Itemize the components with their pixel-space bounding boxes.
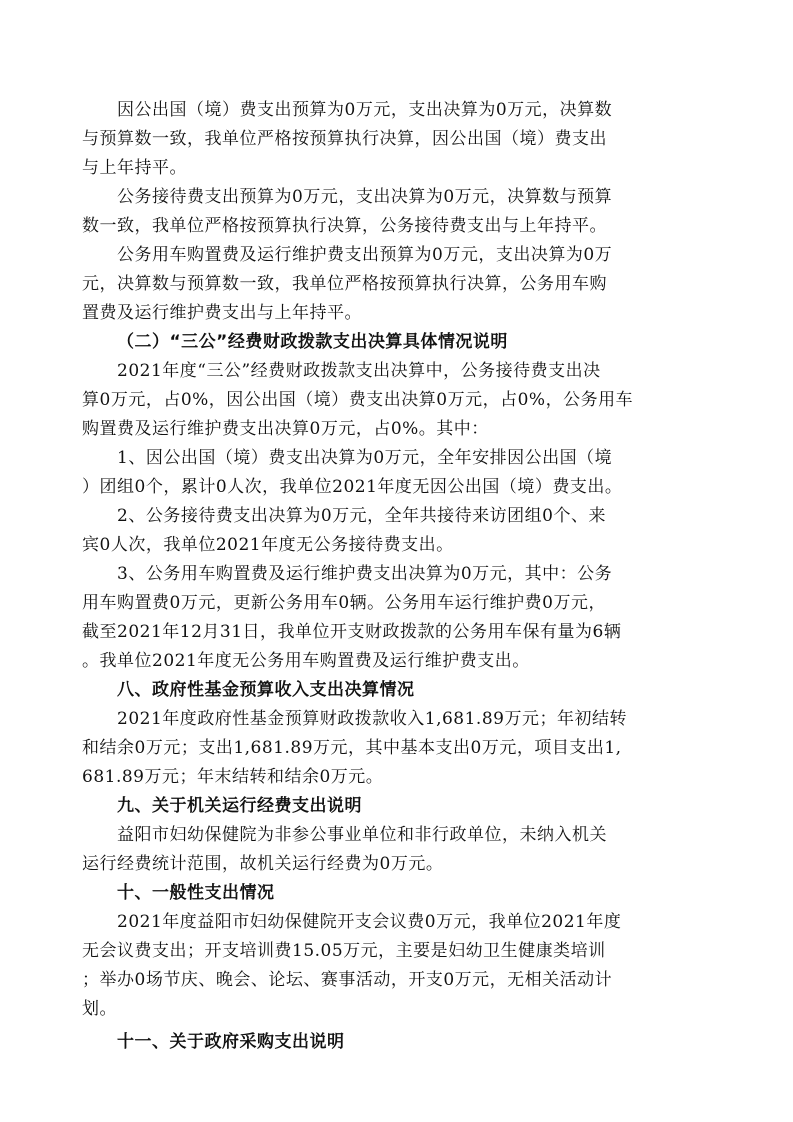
paragraph-line: 置费及运行维护费支出与上年持平。 xyxy=(82,303,362,323)
paragraph-line: 运行经费统计范围，故机关运行经费为0万元。 xyxy=(82,854,444,874)
paragraph-line: 因公出国（境）费支出预算为0万元，支出决算为0万元，决算数 xyxy=(117,100,613,120)
paragraph-line: 数一致，我单位严格按预算执行决算，公务接待费支出与上年持平。 xyxy=(82,216,607,236)
paragraph-line: ）团组0个，累计0人次，我单位2021年度无因公出国（境）费支出。 xyxy=(82,477,623,497)
paragraph-line: 购置费及运行维护费支出决算0万元，占0%。其中： xyxy=(82,419,489,439)
paragraph-line: 与上年持平。 xyxy=(82,158,187,178)
paragraph-line: 无会议费支出；开支培训费15.05万元，主要是妇幼卫生健康类培训 xyxy=(82,941,606,961)
section-heading-11: 十一、关于政府采购支出说明 xyxy=(117,1032,345,1052)
paragraph-line: 公务用车购置费及运行维护费支出预算为0万元，支出决算为0万 xyxy=(117,245,613,265)
paragraph-line: 元，决算数与预算数一致，我单位严格按预算执行决算，公务用车购 xyxy=(82,274,607,294)
paragraph-line: 与预算数一致，我单位严格按预算执行决算，因公出国（境）费支出 xyxy=(82,129,607,149)
paragraph-line: 681.89万元；年末结转和结余0万元。 xyxy=(82,767,384,787)
paragraph-line: ；举办0场节庆、晚会、论坛、赛事活动，开支0万元，无相关活动计 xyxy=(82,970,613,990)
paragraph-line: 宾0人次，我单位2021年度无公务接待费支出。 xyxy=(82,535,454,555)
paragraph-line: 公务接待费支出预算为0万元，支出决算为0万元，决算数与预算 xyxy=(117,187,613,207)
paragraph-line: 。我单位2021年度无公务用车购置费及运行维护费支出。 xyxy=(82,651,530,671)
paragraph-line: 2021年度政府性基金预算财政拨款收入1,681.89万元；年初结转 xyxy=(117,709,627,729)
paragraph-line: 和结余0万元；支出1,681.89万元，其中基本支出0万元，项目支出1, xyxy=(82,738,622,758)
paragraph-line: 划。 xyxy=(82,999,117,1019)
section-heading-9: 九、关于机关运行经费支出说明 xyxy=(117,796,362,816)
paragraph-line: 截至2021年12月31日，我单位开支财政拨款的公务用车保有量为6辆 xyxy=(82,622,622,642)
section-heading-8: 八、政府性基金预算收入支出决算情况 xyxy=(117,680,415,700)
paragraph-line: 3、公务用车购置费及运行维护费支出决算为0万元，其中：公务 xyxy=(117,564,613,584)
paragraph-line: 2021年度益阳市妇幼保健院开支会议费0万元，我单位2021年度 xyxy=(117,912,622,932)
paragraph-line: 益阳市妇幼保健院为非参公事业单位和非行政单位，未纳入机关 xyxy=(117,825,607,845)
section-heading-sangong: （二）“三公”经费财政拨款支出决算具体情况说明 xyxy=(117,332,508,352)
paragraph-line: 用车购置费0万元，更新公务用车0辆。公务用车运行维护费0万元， xyxy=(82,593,606,613)
section-heading-10: 十、一般性支出情况 xyxy=(117,883,275,903)
paragraph-line: 1、因公出国（境）费支出决算为0万元，全年安排因公出国（境 xyxy=(117,448,613,468)
paragraph-line: 算0万元，占0%，因公出国（境）费支出决算0万元，占0%，公务用车 xyxy=(82,390,634,410)
paragraph-line: 2、公务接待费支出决算为0万元，全年共接待来访团组0个、来 xyxy=(117,506,606,526)
paragraph-line: 2021年度“三公”经费财政拨款支出决算中，公务接待费支出决 xyxy=(117,361,601,381)
